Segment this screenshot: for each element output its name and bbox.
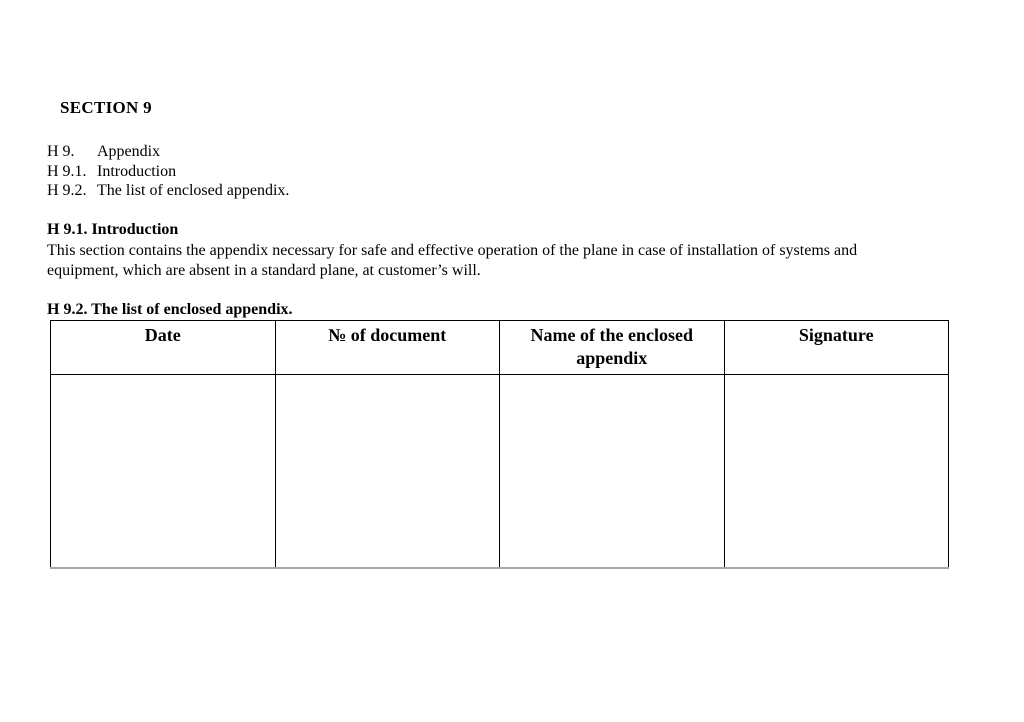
column-header-signature: Signature: [724, 321, 949, 375]
cell-doc-number: [275, 375, 500, 568]
toc-item: [47, 142, 289, 162]
toc-item-label: Introduction: [97, 162, 177, 180]
toc-item-number: H 9.: [47, 143, 75, 160]
section-title: SECTION 9: [60, 98, 152, 117]
column-header-doc-number: № of document: [275, 321, 500, 375]
column-header-appendix-name: Name of the enclosed appendix: [500, 321, 725, 375]
cell-signature: [724, 375, 949, 568]
appendix-table-empty-row: [51, 375, 949, 568]
toc-item-label: Appendix: [97, 143, 161, 160]
toc-item-number: H 9.1.: [47, 162, 87, 180]
table-of-contents: [47, 142, 289, 201]
toc-item-label: The list of enclosed appendix.: [97, 182, 290, 199]
appendix-table: [50, 320, 949, 569]
column-header-date: Date: [51, 321, 276, 375]
cell-appendix-name: [500, 375, 725, 568]
introduction-heading: H 9.1. Introduction: [47, 221, 179, 238]
appendix-table-header-row: [51, 321, 949, 375]
introduction-paragraph: This section contains the appendix necessary for safe and effective operation of the plane in case of installation of systems and equipment, which are absent in a standard plane, at customer’s will.: [47, 242, 858, 279]
toc-item: [47, 162, 289, 182]
appendix-table-heading: H 9.2. The list of enclosed appendix.: [47, 301, 293, 318]
cell-date: [51, 375, 276, 568]
toc-item: [47, 181, 289, 201]
toc-item-number: H 9.2.: [47, 182, 87, 199]
